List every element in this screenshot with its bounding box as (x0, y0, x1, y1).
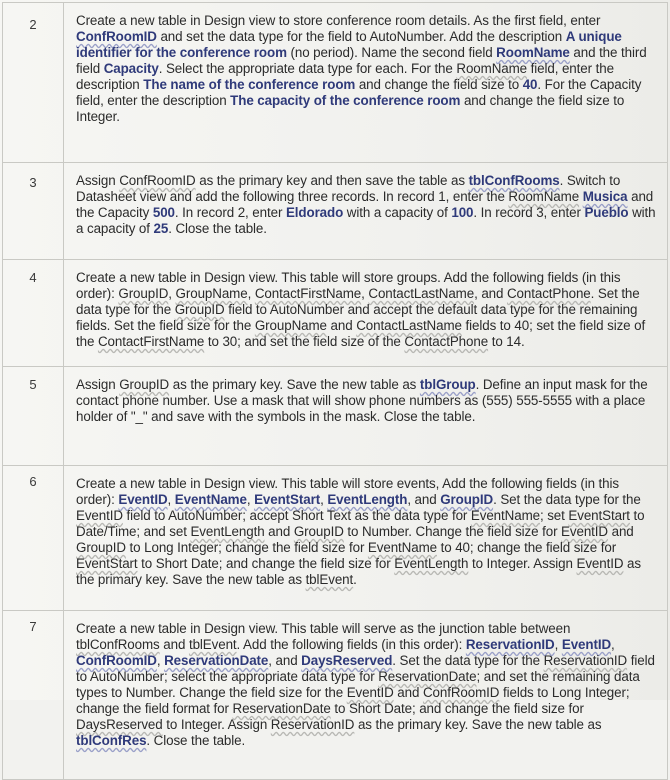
step-text (64, 367, 668, 466)
step-number: 3 (3, 163, 64, 260)
emphasized-term: RoomName (456, 61, 528, 76)
emphasized-term: tblConfRes (76, 733, 147, 748)
emphasized-term: EventID (561, 637, 612, 652)
emphasized-term: EventName (470, 508, 540, 523)
emphasized-term: 100 (451, 205, 474, 220)
emphasized-term: ContactLastName (356, 318, 462, 333)
emphasized-term: EventID (76, 508, 123, 523)
text-run: as the primary key. Save the new table as (354, 717, 602, 732)
emphasized-term: DaysReserved (76, 717, 163, 732)
text-run: Create a new table in Design view. This table will store groups. Add the following fields (in this order): (76, 270, 621, 301)
text-run: as the primary key and then save the table as (195, 173, 469, 188)
emphasized-term: Eldorado (285, 205, 344, 220)
emphasized-term: GroupID (293, 524, 344, 539)
text-run: and (326, 318, 357, 333)
emphasized-term: RoomName (496, 45, 570, 60)
text-run: , (168, 286, 176, 301)
emphasized-term: ContactPhone (404, 334, 489, 349)
table-row (3, 260, 668, 367)
emphasized-term: A unique identifier for the conference room (76, 29, 622, 60)
text-run: to Number. Change the field size for (343, 524, 562, 539)
emphasized-term: GroupID (440, 492, 494, 507)
text-run: to 30; and set the field size of the (204, 334, 405, 349)
step-number: 7 (3, 611, 64, 780)
emphasized-term: EventStart (254, 492, 321, 507)
emphasized-term: ReservationDate (378, 669, 477, 684)
emphasized-term: EventID (576, 556, 624, 571)
text-run: , (611, 637, 615, 652)
emphasized-term: ReservationDate (232, 701, 331, 716)
text-run: and set the data type for the field to AutoNumber. Add the description (156, 29, 566, 44)
emphasized-term: 25 (153, 221, 169, 236)
text-run: as the primary key. Save the new table as (76, 556, 642, 587)
text-run: , (320, 492, 328, 507)
emphasized-term: EventID (561, 524, 608, 539)
text-run: and (264, 524, 294, 539)
emphasized-term: ContactFirstName (254, 286, 362, 301)
step-number: 5 (3, 367, 64, 466)
text-run: and change the field size to (355, 77, 523, 92)
emphasized-term: ReservationDate (164, 653, 269, 668)
text-run: ; and set the remaining data types to Number. Change the field size for the (76, 669, 640, 700)
text-run: to Long Integer; change the field size for (125, 540, 368, 555)
table-row (3, 466, 668, 611)
emphasized-term: tblConfRooms (468, 173, 560, 188)
text-run: and the Capacity (76, 189, 654, 220)
text-run: , (554, 637, 562, 652)
emphasized-term: GroupID (174, 302, 225, 317)
text-run: , (361, 286, 369, 301)
emphasized-term: EventLength (394, 556, 469, 571)
text-run: , (167, 492, 175, 507)
emphasized-term: tblEvent (305, 572, 354, 587)
text-run: Assign (76, 377, 120, 392)
emphasized-term: EventName (367, 540, 437, 555)
text-run: and (159, 637, 189, 652)
emphasized-term: GroupName (254, 318, 327, 333)
text-run: . Define an input mask for the contact phone number. Use a mask that will show phone numbers as (555) 555-5555 with a place holder of "_" and save with the symbols in the mask. Close the table. (76, 377, 648, 424)
step-number: 6 (3, 466, 64, 611)
text-run: ; set (539, 508, 569, 523)
emphasized-term: EventLength (327, 492, 408, 507)
text-run: . Close the table. (146, 733, 246, 748)
text-run: to Short Date; and change the field size for (330, 701, 584, 716)
emphasized-term: EventID (118, 492, 168, 507)
emphasized-term: ReservationID (543, 653, 628, 668)
emphasized-term: 40 (522, 77, 538, 92)
text-run: Create a new table in Design view. This table will serve as the junction table between (76, 621, 571, 636)
text-run: . Close the table. (168, 221, 267, 236)
text-run: to 14. (488, 334, 525, 349)
emphasized-term: Pueblo (584, 205, 629, 220)
emphasized-term: ReservationID (465, 637, 555, 652)
emphasized-term: GroupID (76, 540, 126, 555)
text-run: . For the Capacity field, enter the description (76, 77, 642, 108)
emphasized-term: ContactLastName (368, 286, 475, 301)
emphasized-term: ReservationID (270, 717, 355, 732)
text-run: field, enter the description (76, 61, 614, 92)
emphasized-term: Musica (582, 189, 628, 204)
emphasized-term: ContactFirstName (97, 334, 205, 349)
text-run: , (246, 492, 255, 507)
text-run: . Switch to Datasheet view and add the following three records. In record 1, enter the (76, 173, 621, 204)
emphasized-term: tblEvent (188, 637, 237, 652)
emphasized-term: tblConfRooms (76, 637, 160, 652)
instructions-table (2, 2, 668, 780)
emphasized-term: tblGroup (419, 377, 476, 392)
emphasized-term: ConfRoomID (76, 653, 157, 668)
emphasized-term: RoomName (508, 189, 580, 204)
text-run: , and (268, 653, 302, 668)
text-run: Assign (76, 173, 120, 188)
text-run: (no period). Name the second field (286, 45, 497, 60)
text-run: to Short Date; and change the field size for (137, 556, 395, 571)
step-text (64, 611, 668, 780)
text-run: field to AutoNumber; accept Short Text as the data type for (122, 508, 471, 523)
emphasized-term: The capacity of the conference room (230, 93, 461, 108)
emphasized-term: EventName (174, 492, 247, 507)
text-run: , and (474, 286, 507, 301)
emphasized-term: EventID (346, 685, 394, 700)
emphasized-term: GroupID (118, 286, 169, 301)
emphasized-term: The name of the conference room (143, 77, 356, 92)
text-run: . Select the appropriate data type for each. For the (158, 61, 457, 76)
emphasized-term: ConfRoomID (119, 173, 196, 188)
text-run: and (393, 685, 423, 700)
emphasized-term: ConfRoomID (76, 29, 157, 44)
text-run: and the third field (76, 45, 647, 76)
text-run: , (247, 286, 255, 301)
text-run: to Integer. Assign (162, 717, 271, 732)
step-text (64, 163, 668, 260)
emphasized-term: EventStart (76, 556, 138, 571)
emphasized-term: Capacity (103, 61, 159, 76)
text-run: . Set the data type for the (493, 492, 641, 507)
text-run: Create a new table in Design view. This table will store events, Add the following fields (in this order): (76, 476, 619, 507)
table-row (3, 367, 668, 466)
emphasized-term: EventStart (568, 508, 630, 523)
text-run: and change the field size to Integer. (76, 93, 625, 124)
step-number: 2 (3, 3, 64, 163)
emphasized-term: ConfRoomID (422, 685, 500, 700)
emphasized-term: DaysReserved (301, 653, 393, 668)
text-run: fields to Long Integer; change the field format for (76, 685, 630, 716)
text-run: , and (407, 492, 441, 507)
step-text (64, 466, 668, 611)
text-run: field to AutoNumber; select the appropriate data type for (76, 653, 655, 684)
text-run: and (607, 524, 634, 539)
text-run: as the primary key. Save the new table as (169, 377, 420, 392)
text-run: Create a new table in Design view to store conference room details. As the first field, enter (76, 13, 601, 28)
text-run: to 40; change the field size for (436, 540, 617, 555)
text-run: with a capacity of (76, 205, 656, 236)
step-number: 4 (3, 260, 64, 367)
emphasized-term: GroupID (119, 377, 170, 392)
text-run: , (156, 653, 165, 668)
table-row (3, 3, 668, 163)
text-run: to Date/Time; and set (76, 508, 645, 539)
emphasized-term: GroupName (175, 286, 248, 301)
text-run: . In record 3, enter (473, 205, 585, 220)
step-text (64, 260, 668, 367)
table-row (3, 163, 668, 260)
emphasized-term: ContactPhone (506, 286, 591, 301)
emphasized-term: 500 (152, 205, 175, 220)
text-run: . Set the data type for the (76, 286, 640, 317)
text-run: . Add the following fields (in this order): (236, 637, 466, 652)
table-row (3, 611, 668, 780)
text-run: . In record 2, enter (174, 205, 286, 220)
emphasized-term: EventLength (190, 524, 265, 539)
text-run: . Set the data type for the (392, 653, 544, 668)
text-run: . (353, 572, 357, 587)
text-run: field to AutoNumber and accept the default data type for the remaining fields. Set the field size for the (76, 302, 638, 333)
text-run: fields to 40; set the field size of the (76, 318, 646, 349)
text-run: to Integer. Assign (468, 556, 577, 571)
text-run: with a capacity of (343, 205, 452, 220)
step-text (64, 3, 668, 163)
